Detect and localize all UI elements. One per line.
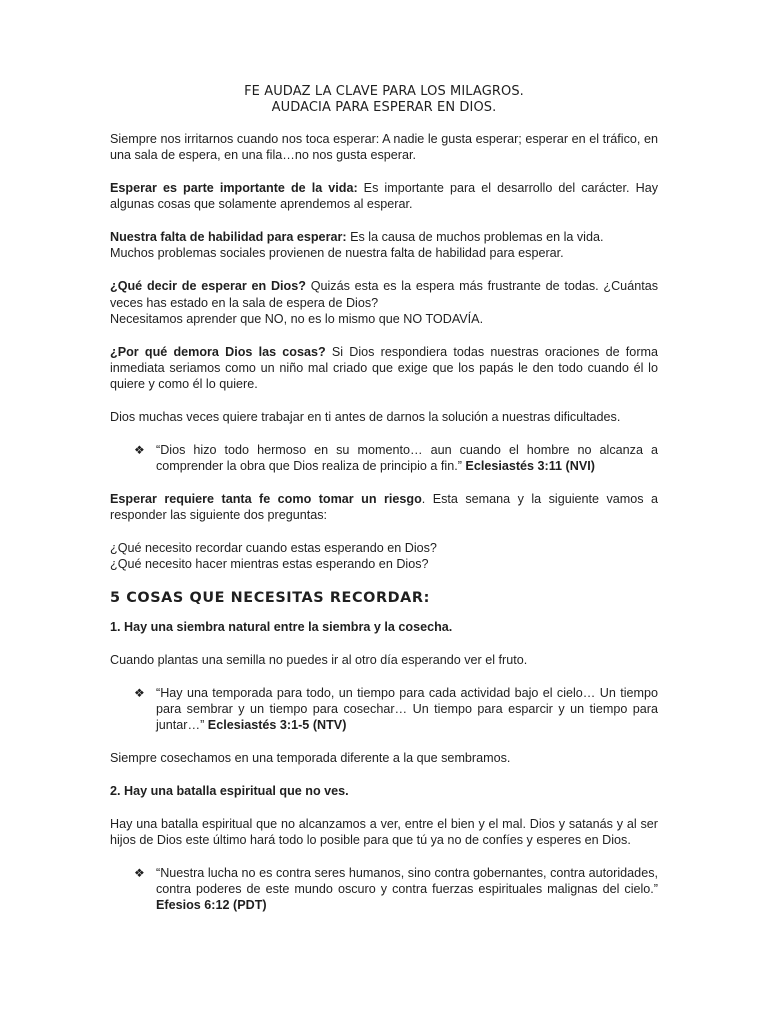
paragraph-text: Quizás esta es la espera más frustrante de todas. ¿Cuántas veces has estado en la sala de espera de Dios? <box>110 279 658 310</box>
paragraph-line-2: Necesitamos aprender que NO, no es lo mismo que NO TODAVÍA. <box>110 311 484 326</box>
paragraph-text: Es la causa de muchos problemas en la vida. <box>346 230 604 245</box>
paragraph-intro: Siempre nos irritarnos cuando nos toca esperar: A nadie le gusta esperar; esperar en el tráfico, en una sala de espera, en una fila…no nos gusta esperar. <box>110 132 658 163</box>
paragraph-bold-lead: Esperar es parte importante de la vida: <box>110 181 358 196</box>
section-heading: 5 COSAS QUE NECESITAS RECORDAR: <box>110 590 430 607</box>
question-2: ¿Qué necesito hacer mientras estas esperando en Dios? <box>110 557 429 572</box>
paragraph-dios-trabajar: Dios muchas veces quiere trabajar en ti antes de darnos la solución a nuestras dificultades. <box>110 410 621 425</box>
title-line-1: FE AUDAZ LA CLAVE PARA LOS MILAGROS. <box>244 84 524 99</box>
quote-text: “Hay una temporada para todo, un tiempo para cada actividad bajo el cielo… Un tiempo para sembrar y un tiempo para cosechar… Un tiempo para esparcir y un tiempo para juntar…” <box>156 685 658 733</box>
diamond-bullet-icon: ❖ <box>134 442 145 457</box>
paragraph-falta-habilidad <box>110 229 658 262</box>
diamond-bullet-icon: ❖ <box>134 685 145 700</box>
paragraph-questions <box>110 540 658 573</box>
bullet-quote-efesios-6-12 <box>110 865 658 914</box>
item-1-title <box>110 619 658 635</box>
quote-text: “Nuestra lucha no es contra seres humanos, sino contra gobernantes, contra autoridades, contra poderes de este mundo oscuro y contra fuerzas espirituales malignas del cielo.” <box>156 865 658 897</box>
scripture-reference: Eclesiastés 3:11 (NVI) <box>465 459 595 474</box>
paragraph-text: . Esta semana y la siguiente vamos a responder las siguiente dos preguntas: <box>110 491 658 523</box>
paragraph-bold-lead: Nuestra falta de habilidad para esperar: <box>110 230 347 245</box>
question-1: ¿Qué necesito recordar cuando estas esperando en Dios? <box>110 541 437 556</box>
diamond-bullet-icon: ❖ <box>134 865 145 880</box>
paragraph-esperar-riesgo <box>110 491 658 524</box>
scripture-reference: Efesios 6:12 (PDT) <box>156 898 267 913</box>
paragraph-esperar-en-dios <box>110 278 658 327</box>
quote-text: “Dios hizo todo hermoso en su momento… aun cuando el hombre no alcanza a comprender la obra que Dios realiza de principio a fin.” <box>156 442 658 474</box>
item-2-text: Hay una batalla espiritual que no alcanzamos a ver, entre el bien y el mal. Dios y satanás y al ser hijos de Dios este último hará todo lo posible para que tú ya no de confíes y esperes en Dios. <box>110 816 658 848</box>
paragraph-text: Es importante para el desarrollo del carácter. Hay algunas cosas que solamente aprendemos al esperar. <box>110 181 658 212</box>
item-title-text: 2. Hay una batalla espiritual que no ves. <box>110 783 349 798</box>
document-body <box>110 84 658 930</box>
bullet-quote-eclesiastes-3-1-5 <box>110 685 658 734</box>
paragraph-esperar-vida <box>110 180 658 213</box>
item-1-after: Siempre cosechamos en una temporada diferente a la que sembramos. <box>110 751 511 766</box>
paragraph-demora <box>110 344 658 393</box>
paragraph-bold-lead: ¿Qué decir de esperar en Dios? <box>110 279 306 294</box>
paragraph-line-2: Muchos problemas sociales provienen de nuestra falta de habilidad para esperar. <box>110 246 564 261</box>
document-title <box>110 84 658 115</box>
item-2-title <box>110 783 658 799</box>
paragraph-bold-lead: ¿Por qué demora Dios las cosas? <box>110 344 326 359</box>
scripture-reference: Eclesiastés 3:1-5 (NTV) <box>207 718 347 733</box>
paragraph-text: Si Dios respondiera todas nuestras oraciones de forma inmediata seriamos como un niño mal criado que exige que los papás le den todo cuando él lo quiere y como él lo quiere. <box>110 344 659 392</box>
item-title-text: 1. Hay una siembra natural entre la siembra y la cosecha. <box>110 620 453 635</box>
item-1-text: Cuando plantas una semilla no puedes ir al otro día esperando ver el fruto. <box>110 652 528 667</box>
title-line-2: AUDACIA PARA ESPERAR EN DIOS. <box>271 99 497 115</box>
bullet-quote-eclesiastes-3-11 <box>110 442 658 475</box>
paragraph-bold-lead: Esperar requiere tanta fe como tomar un riesgo <box>110 491 422 506</box>
